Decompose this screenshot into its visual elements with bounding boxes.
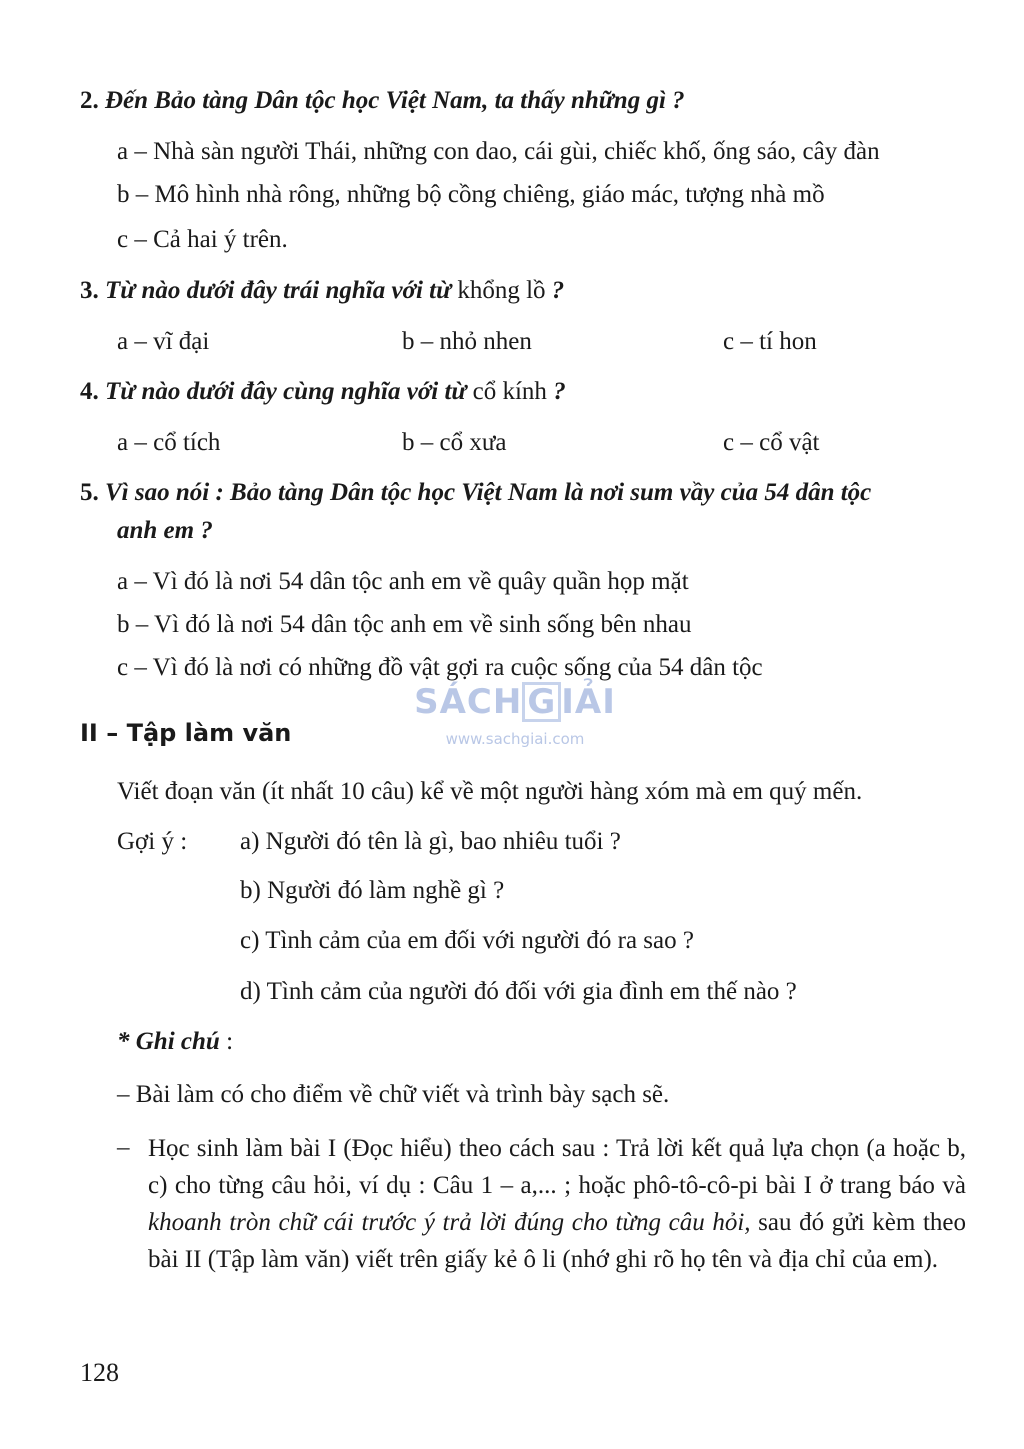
question-5-continued: anh em ? — [117, 517, 213, 544]
writing-prompt: Viết đoạn văn (ít nhất 10 câu) kể về một người hàng xóm mà em quý mến. — [117, 778, 863, 805]
question-text: Từ nào dưới đây trái nghĩa với từ — [105, 277, 452, 304]
question-text: Vì sao nói : Bảo tàng Dân tộc học Việt Nam là nơi sum vầy của 54 dân tộc — [105, 479, 872, 506]
question-mark: ? — [551, 277, 565, 304]
question-4 — [80, 377, 566, 407]
question-5 — [80, 478, 871, 508]
question-term: khổng lồ — [457, 277, 546, 304]
option-2c: c – Cả hai ý trên. — [117, 226, 288, 253]
hint-c: c) Tình cảm của em đối với người đó ra sao ? — [240, 927, 694, 954]
question-term: cổ kính — [472, 378, 547, 405]
watermark-url: www.sachgiai.com — [445, 730, 585, 748]
option-2b: b – Mô hình nhà rông, những bộ cồng chiêng, giáo mác, tượng nhà mồ — [117, 181, 825, 208]
option-4c: c – cổ vật — [723, 429, 820, 456]
question-2 — [80, 86, 685, 116]
note-item-2-dash: – — [117, 1134, 130, 1161]
hint-a: a) Người đó tên là gì, bao nhiêu tuổi ? — [240, 828, 621, 855]
question-number: 3. — [80, 277, 99, 304]
hint-label: Gợi ý : — [117, 828, 188, 855]
page-number: 128 — [80, 1358, 119, 1387]
question-text: Từ nào dưới đây cùng nghĩa với từ — [105, 378, 467, 405]
watermark — [410, 682, 620, 750]
note-item-1: – Bài làm có cho điểm về chữ viết và trình bày sạch sẽ. — [117, 1081, 670, 1108]
option-3c: c – tí hon — [723, 328, 817, 355]
note-item-2: Học sinh làm bài I (Đọc hiểu) theo cách sau : Trả lời kết quả lựa chọn (a hoặc b, c) cho từng câu hỏi, ví dụ : Câu 1 – a,... ; hoặc phô-tô-cô-pi bài I ở trang báo và khoanh tròn chữ cái trước ý trả lời đúng cho từng câu hỏi, sau đó gửi kèm theo bài II (Tập làm văn) viết trên giấy kẻ ô li (nhớ ghi rõ họ tên và địa chỉ của em). — [148, 1135, 966, 1273]
hint-d: d) Tình cảm của người đó đối với gia đình em thế nào ? — [240, 978, 797, 1005]
option-3b: b – nhỏ nhen — [402, 328, 532, 355]
watermark-logo: SÁCH G IẢI — [414, 682, 616, 722]
question-text: Đến Bảo tàng Dân tộc học Việt Nam, ta thấy những gì ? — [105, 87, 685, 114]
option-2a: a – Nhà sàn người Thái, những con dao, cái gùi, chiếc khố, ống sáo, cây đàn — [117, 138, 880, 165]
question-number: 5. — [80, 479, 99, 506]
question-mark: ? — [553, 378, 566, 405]
notes-title: * Ghi chú : — [117, 1028, 234, 1055]
option-4a: a – cổ tích — [117, 429, 221, 456]
option-4b: b – cổ xưa — [402, 429, 507, 456]
section-heading: II – Tập làm văn — [80, 719, 292, 747]
option-5c: c – Vì đó là nơi có những đồ vật gợi ra cuộc sống của 54 dân tộc — [117, 654, 763, 681]
question-3 — [80, 276, 564, 306]
question-number: 4. — [80, 378, 99, 405]
option-5a: a – Vì đó là nơi 54 dân tộc anh em về quây quần họp mặt — [117, 568, 689, 595]
question-number: 2. — [80, 87, 99, 114]
option-3a: a – vĩ đại — [117, 328, 210, 355]
hint-b: b) Người đó làm nghề gì ? — [240, 877, 505, 904]
option-5b: b – Vì đó là nơi 54 dân tộc anh em về sinh sống bên nhau — [117, 611, 692, 638]
